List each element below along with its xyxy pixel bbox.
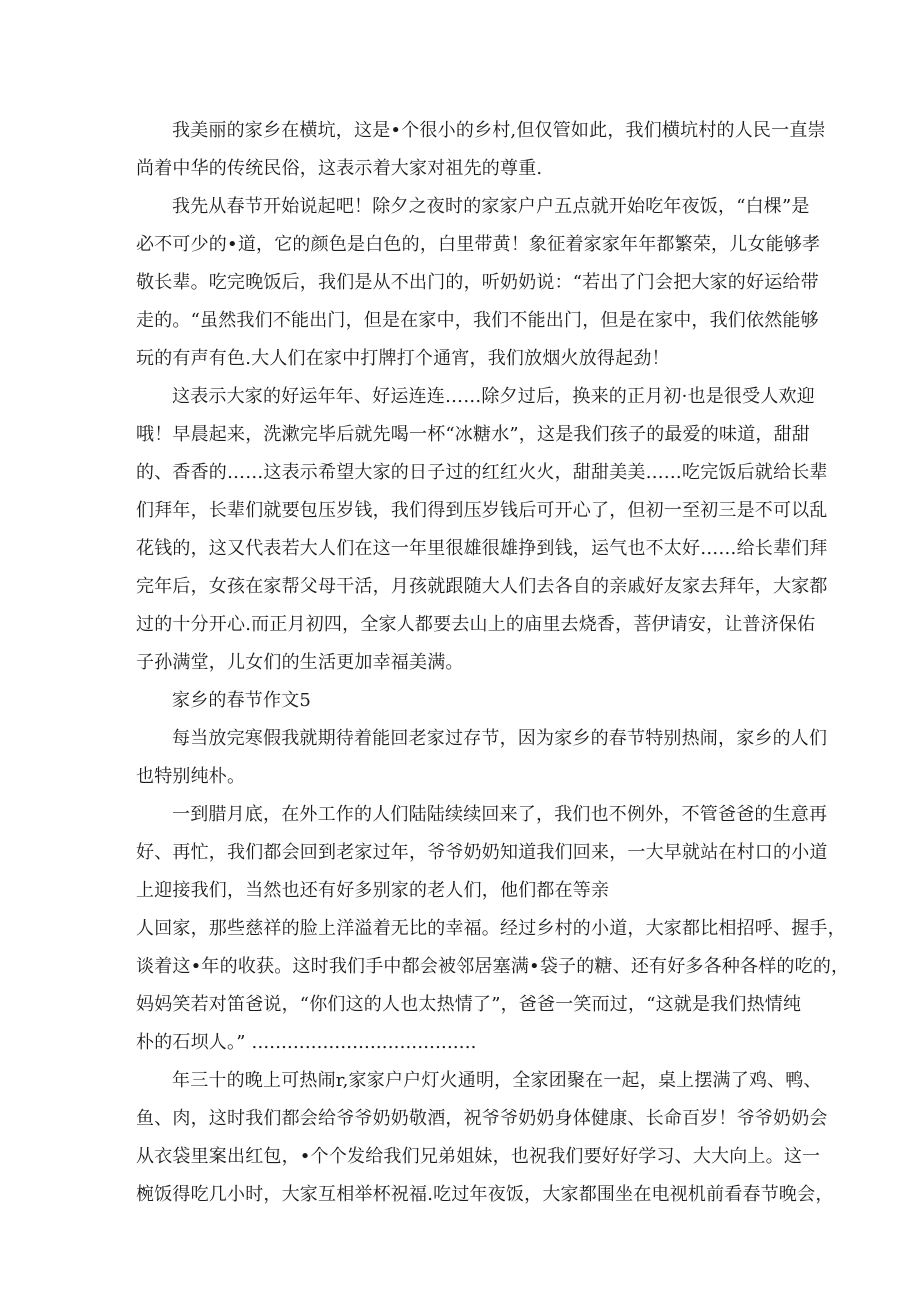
- section-heading: 家乡的春节作文5: [172, 690, 312, 711]
- text-line: 走的。“虽然我们不能出门，但是在家中，我们不能出门，但是在家中，我们依然能够: [136, 310, 819, 331]
- text-line: 尚着中华的传统民俗，这表示着大家对祖先的尊重.: [136, 158, 543, 179]
- text-line: 好、再忙，我们都会回到老家过年，爷爷奶奶知道我们回来，一大早就站在村口的小道: [136, 842, 828, 863]
- text-line: 子孙满堂，儿女们的生活更加幸福美满。: [136, 652, 464, 673]
- text-line: 鱼、肉，这时我们都会给爷爷奶奶敬酒，祝爷爷奶奶身体健康、长命百岁！爷爷奶奶会: [136, 1108, 828, 1129]
- text-line: 谈着这•年的收获。这时我们手中都会被邻居塞满•袋子的糖、还有好多各种各样的吃的，: [136, 956, 850, 977]
- text-line: 年三十的晚上可热闹r,家家户户灯火通明，全家团聚在一起，桌上摆满了鸡、鸭、: [172, 1070, 822, 1091]
- text-line: 我美丽的家乡在横坑，这是•个很小的乡村,但仅管如此，我们横坑村的人民一直崇: [172, 120, 826, 141]
- text-line: 敬长辈。吃完晚饭后，我们是从不出门的，听奶奶说：“若出了门会把大家的好运给带: [136, 272, 819, 293]
- text-line: 从衣袋里案出红包，•个个发给我们兄弟姐妹，也祝我们要好好学习、大大向上。这一: [136, 1146, 821, 1167]
- text-line: 花钱的，这又代表若大人们在这一年里很雄很雄挣到钱，运气也不太好……给长辈们拜: [136, 538, 828, 559]
- text-line: 妈妈笑若对笛爸说，“你们这的人也太热情了”，爸爸一笑而过，“这就是我们热情纯: [136, 994, 802, 1015]
- text-line: 必不可少的•道，它的颜色是白色的，白里带黄！象征着家家年年都繁荣，儿女能够孝: [136, 234, 821, 255]
- text-line: 哦！早晨起来，洗漱完毕后就先喝一杯“冰糖水”，这是我们孩子的最爱的味道，甜甜: [136, 424, 811, 445]
- text-line: 上迎接我们，当然也还有好多别家的老人们，他们都在等亲: [136, 880, 610, 901]
- text-line: 的、香香的……这表示希望大家的日子过的红红火火，甜甜美美……吃完饭后就给长辈: [136, 462, 828, 483]
- text-line: 人回家，那些慈祥的脸上洋溢着无比的幸福。经过乡村的小道，大家都比相招呼、握手，: [136, 918, 846, 939]
- text-line: 这表示大家的好运年年、好运连连……除夕过后，换来的正月初·也是很受人欢迎: [172, 386, 815, 407]
- text-line: 我先从春节开始说起吧！除夕之夜时的家家户户五点就开始吃年夜饭，“白棵”是: [172, 196, 810, 217]
- text-line: 完年后，女孩在家帮父母干活，月孩就跟随大人们去各自的亲戚好友家去拜年，大家都: [136, 576, 828, 597]
- text-line: 玩的有声有色.大人们在家中打牌打个通宵，我们放烟火放得起劲！: [136, 348, 670, 369]
- text-line: 椀饭得吃几小时，大家互相举杯祝福.吃过年夜饭，大家都围坐在电视机前看春节晚会，: [136, 1184, 834, 1205]
- text-line: 也特别纯朴。: [136, 766, 246, 787]
- text-line: 们拜年，长辈们就要包压岁钱，我们得到压岁钱后可开心了，但初一至初三是不可以乱: [136, 500, 828, 521]
- text-line: 朴的石坝人。” ......................................: [136, 1032, 477, 1053]
- text-line: 每当放完寒假我就期待着能回老家过存节，因为家乡的春节特别热闹，家乡的人们: [172, 728, 828, 749]
- text-line: 一到腊月底，在外工作的人们陆陆续续回来了，我们也不例外，不管爸爸的生意再: [172, 804, 828, 825]
- text-line: 过的十分开心.而正月初四，全家人都要去山上的庙里去烧香，菩伊请安，让普济保佑: [136, 614, 816, 635]
